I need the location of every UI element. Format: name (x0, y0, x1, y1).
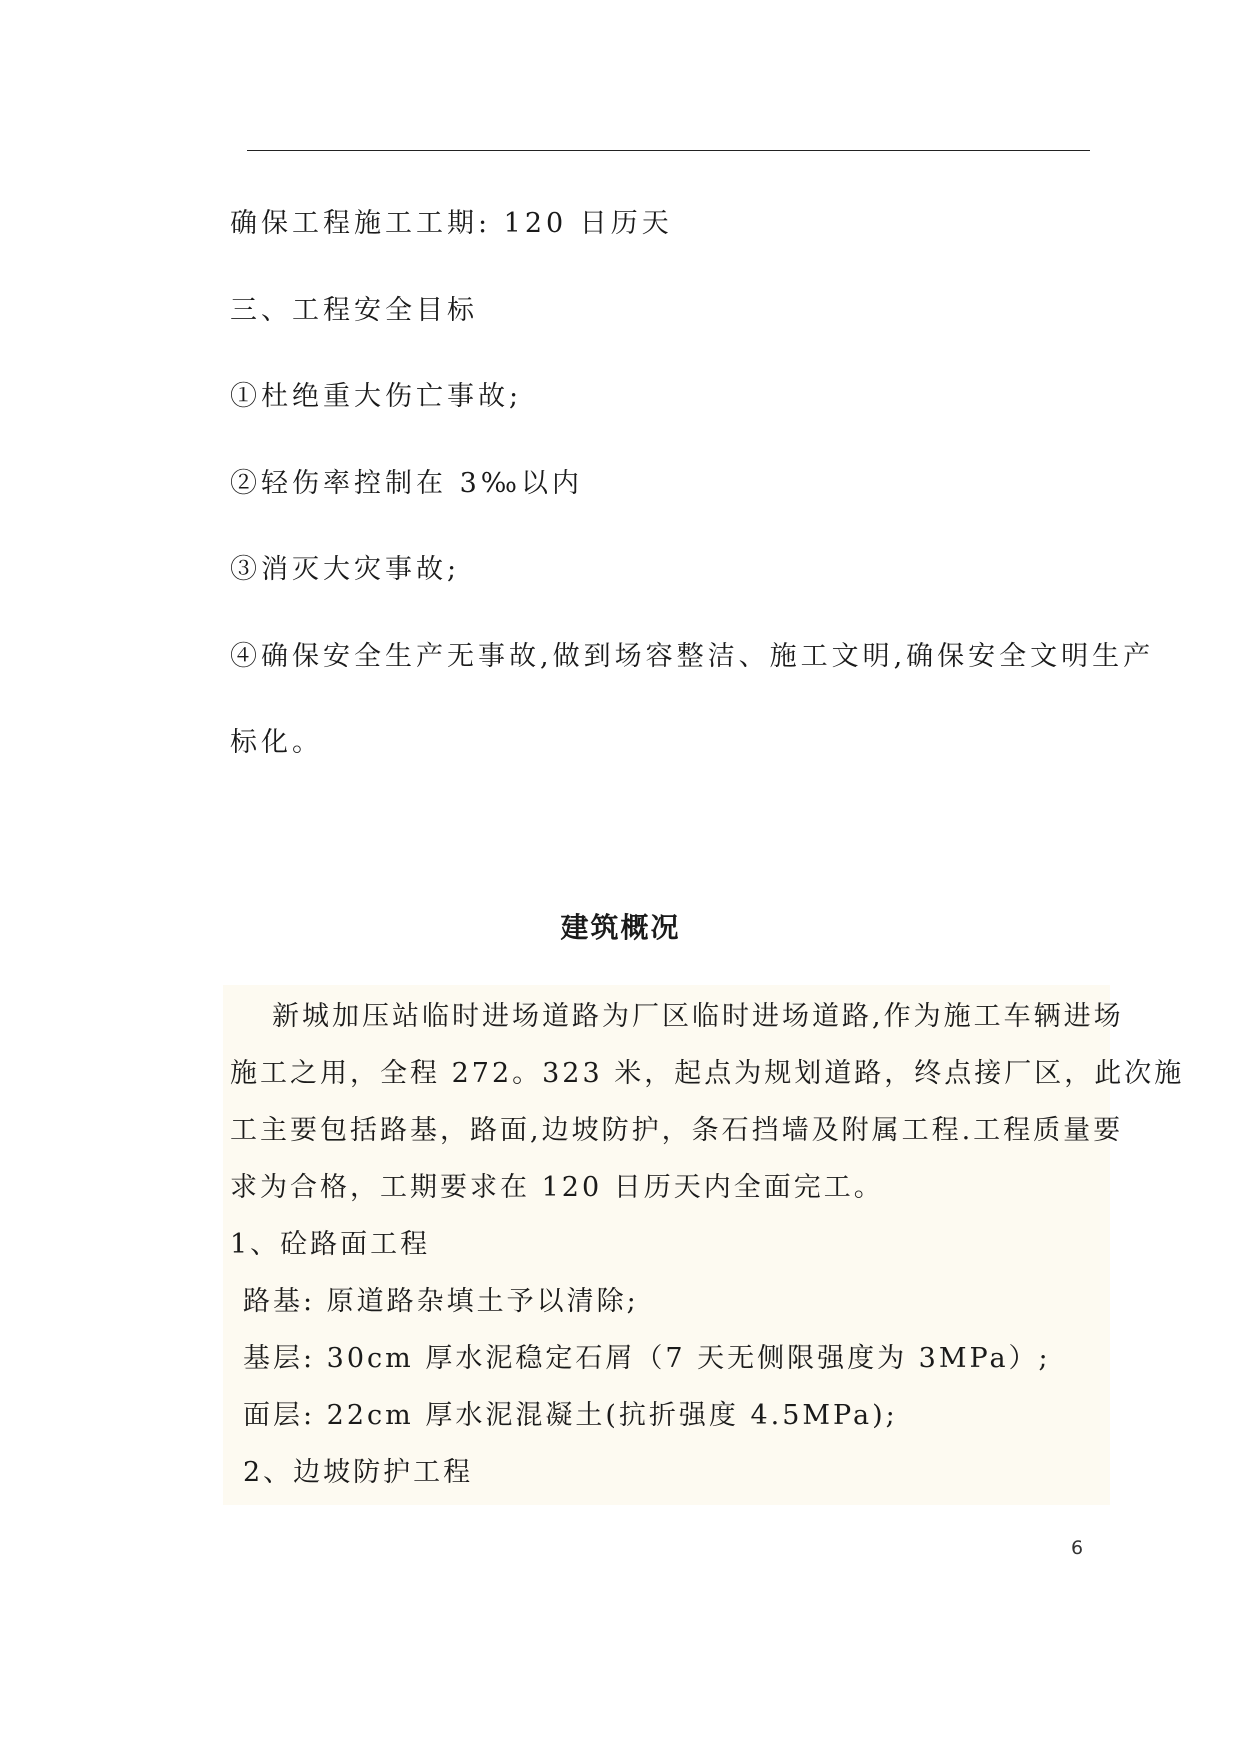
overview-paragraph-line-2: 施工之用，全程 272。323 米，起点为规划道路，终点接厂区，此次施 (230, 1058, 1185, 1089)
roadbed-line: 路基: 原道路杂填土予以清除; (243, 1286, 639, 1317)
subsection-2-heading: 2、边坡防护工程 (243, 1457, 474, 1488)
safety-item-1: ①杜绝重大伤亡事故; (230, 381, 523, 412)
surface-layer-line: 面层: 22cm 厚水泥混凝土(抗折强度 4.5MPa); (243, 1400, 898, 1431)
safety-item-3: ③消灭大灾事故; (230, 554, 461, 585)
safety-item-2: ②轻伤率控制在 3‰以内 (230, 468, 583, 499)
header-rule (247, 150, 1090, 151)
safety-heading: 三、工程安全目标 (230, 295, 478, 326)
safety-item-4-line-1: ④确保安全生产无事故,做到场容整洁、施工文明,确保安全文明生产 (230, 641, 1155, 672)
page-number: 6 (1071, 1537, 1084, 1559)
duration-line: 确保工程施工工期: 120 日历天 (230, 208, 673, 239)
subsection-1-heading: 1、砼路面工程 (230, 1229, 431, 1260)
overview-paragraph-line-3: 工主要包括路基，路面,边坡防护，条石挡墙及附属工程.工程质量要 (230, 1115, 1124, 1146)
overview-paragraph-line-4: 求为合格，工期要求在 120 日历天内全面完工。 (230, 1172, 884, 1203)
safety-item-4-line-2: 标化。 (230, 727, 323, 758)
overview-paragraph-line-1: 新城加压站临时进场道路为厂区临时进场道路,作为施工车辆进场 (272, 1001, 1124, 1032)
section-title: 建筑概况 (560, 911, 681, 944)
base-layer-line: 基层: 30cm 厚水泥稳定石屑（7 天无侧限强度为 3MPa）; (243, 1343, 1051, 1374)
